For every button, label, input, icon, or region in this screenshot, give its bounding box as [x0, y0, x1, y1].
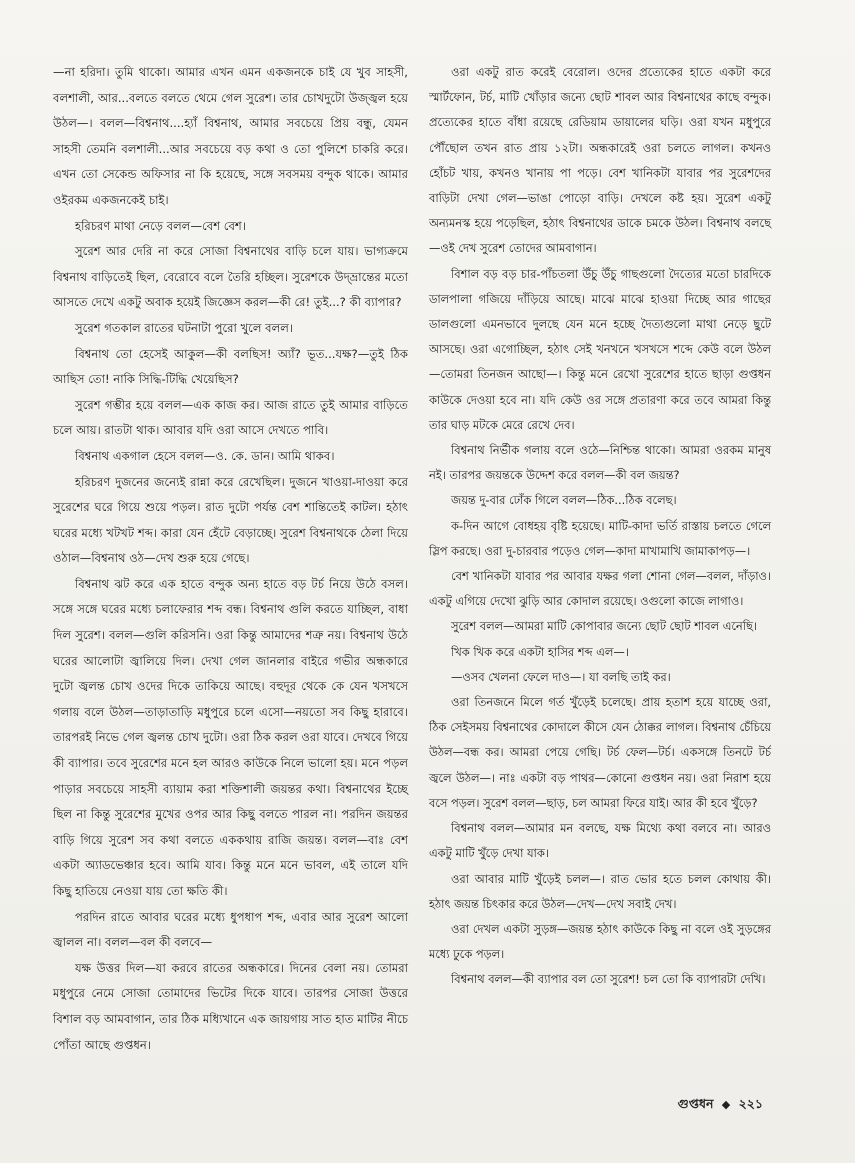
right-column	[429, 60, 771, 993]
paragraph: সুরেশ গম্ভীর হয়ে বলল—এক কাজ কর। আজ রাতে তুই আমার বাড়িতে চলে আয়। রাতটা থাক। আবার যদি ওরা আসে দেখতে পাবি।	[53, 397, 408, 438]
paragraph: —ওসব খেলনা ফেলে দাও—। যা বলছি তাই কর।	[451, 669, 671, 684]
paragraph: বেশ খানিকটা যাবার পর আবার যক্ষর গলা শোনা গেল—বলল, দাঁড়াও। একটু এগিয়ে দেখো ঝুড়ি আর কোদাল রয়েছে। ওগুলো কাজে লাগাও।	[429, 569, 771, 609]
running-title: গুপ্তধন	[677, 1096, 714, 1111]
paragraph: সুরেশ বলল—আমরা মাটি কোপাবার জন্যে ছোট ছোট শাবল এনেছি।	[451, 619, 757, 634]
paragraph: হরিচরণ দুজনের জন্যেই রান্না করে রেখেছিল। দুজনে খাওয়া-দাওয়া করে সুরেশের ঘরে গিয়ে শুয়ে পড়ল। রাত দুটো পর্যন্ত বেশ শান্তিতেই কাটল। হঠাৎ ঘরের মধ্যে খটখট শব্দ। কারা যেন হেঁটে বেড়াচ্ছে। সুরেশ বিশ্বনাথকে ঠেলা দিয়ে ওঠাল—বিশ্বনাথ ওঠ—দেখ শুরু হয়ে গেছে।	[53, 474, 408, 566]
diamond-icon: ◆	[721, 1098, 731, 1111]
paragraph: বিশ্বনাথ বলল—আমার মন বলছে, যক্ষ মিথ্যে কথা বলবে না। আরও একটু মাটি খুঁড়ে দেখা যাক।	[429, 821, 771, 861]
paragraph: ক-দিন আগে বোধহয় বৃষ্টি হয়েছে। মাটি-কাদা ভর্তি রাস্তায় চলতে গেলে স্লিপ করছে। ওরা দু-চারবার পড়েও গেল—কাদা মাখামাখি জামাকাপড়—।	[429, 518, 771, 558]
paragraph: পরদিন রাতে আবার ঘরের মধ্যে ধুপধাপ শব্দ, এবার আর সুরেশ আলো জ্বালল না। বলল—বল কী বলবে—	[53, 909, 408, 950]
paragraph: বিশ্বনাথ একগাল হেসে বলল—ও. কে. ডান। আমি থাকব।	[75, 448, 335, 463]
paragraph: বিশ্বনাথ তো হেসেই আকুল—কী বলছিস! অ্যাঁ? ভূত...যক্ষ?—তুই ঠিক আছিস তো! নাকি সিদ্ধি-টিদ্ধি খেয়েছিস?	[53, 346, 408, 387]
paragraph: ওরা তিনজনে মিলে গর্ত খুঁড়েই চলেছে। প্রায় হতাশ হয়ে যাচ্ছে ওরা, ঠিক সেইসময় বিশ্বনাথের কোদালে কীসে যেন ঠোক্কর লাগল। বিশ্বনাথ চেঁচিয়ে উঠল—বন্ধ কর। আমরা পেয়ে গেছি। টর্চ ফেল—টর্চ। একসঙ্গে তিনটে টর্চ জ্বলে উঠল—। নাঃ একটা বড় পাথর—কোনো গুপ্তধন নয়। ওরা নিরাশ হয়ে বসে পড়ল। সুরেশ বলল—ছাড়, চল আমরা ফিরে যাই। আর কী হবে খুঁড়ে?	[429, 695, 771, 810]
paragraph: বিশ্বনাথ বলল—কী ব্যাপার বল তো সুরেশ! চল তো কি ব্যাপারটা দেখি।	[451, 972, 766, 987]
page-footer	[678, 1096, 763, 1116]
paragraph: খিক খিক করে একটা হাসির শব্দ এল—।	[451, 644, 629, 659]
page-number: ২২১	[738, 1096, 763, 1111]
paragraph: জয়ন্ত দু-বার ঢোঁক গিলে বলল—ঠিক...ঠিক বলেছ।	[451, 493, 677, 508]
paragraph: সুরেশ গতকাল রাতের ঘটনাটা পুরো খুলে বলল।	[75, 320, 294, 335]
paragraph: বিশ্বনাথ নির্ভীক গলায় বলে ওঠে—নিশ্চিন্ত থাকো। আমরা ওরকম মানুষ নই। তারপর জয়ন্তকে উদ্দেশ করে বলল—কী বল জয়ন্ত?	[429, 443, 771, 483]
paragraph: বিশাল বড় বড় চার-পাঁচতলা উঁচু উঁচু গাছগুলো দৈত্যের মতো চারদিকে ডালপালা গজিয়ে দাঁড়িয়ে আছে। মাঝে মাঝে হাওয়া দিচ্ছে আর গাছের ডালগুলো এমনভাবে দুলছে যেন মনে হচ্ছে দৈত্যগুলো মাথা নেড়ে ছুটে আসছে। ওরা এগোচ্ছিল, হঠাৎ সেই খনখনে খসখসে শব্দে কেউ বলে উঠল—তোমরা তিনজন আছো—। কিন্তু মনে রেখো সুরেশের হাতে ছাড়া গুপ্তধন কাউকে দেওয়া হবে না। যদি কেউ ওর সঙ্গে প্রতারণা করে তবে আমরা কিন্তু তার ঘাড় মটকে মেরে রেখে দেব।	[429, 266, 771, 432]
paragraph: বিশ্বনাথ ঝট করে এক হাতে বন্দুক অন্য হাতে বড় টর্চ নিয়ে উঠে বসল। সঙ্গে সঙ্গে ঘরের মধ্যে চলাফেরার শব্দ বন্ধ। বিশ্বনাথ গুলি করতে যাচ্ছিল, বাধা দিল সুরেশ। বলল—গুলি করিসনি। ওরা কিন্তু আমাদের শত্রু নয়। বিশ্বনাথ উঠে ঘরের আলোটা জ্বালিয়ে দিল। দেখা গেল জানলার বাইরে গভীর অন্ধকারে দুটো জ্বলন্ত চোখ ওদের দিকে তাকিয়ে আছে। বহুদূর থেকে কে যেন খসখসে গলায় বলে উঠল—তাড়াতাড়ি মধুপুরে চলে এসো—নয়তো সব কিছু হারাবে। তারপরই নিভে গেল জ্বলন্ত চোখ দুটো। ওরা ঠিক করল ওরা যাবে। দেখবে গিয়ে কী ব্যাপার। তবে সুরেশের মনে হল আরও কাউকে নিলে ভালো হয়। মনে পড়ল পাড়ার সবচেয়ে সাহসী ব্যায়াম করা শক্তিশালী জয়ন্তর কথা। বিশ্বনাথের ইচ্ছে ছিল না কিন্তু সুরেশের মুখের ওপর আর কিছু বলতে পারল না। পরদিন জয়ন্তর বাড়ি গিয়ে সুরেশ সব কথা বলতে এককথায় রাজি জয়ন্ত। বলল—বাঃ বেশ একটা অ্যাডভেঞ্চার হবে। আমি যাব। কিন্তু মনে মনে ভাবল, এই তালে যদি কিছু হাতিয়ে নেওয়া যায় তো ক্ষতি কী।	[53, 576, 408, 898]
paragraph: যক্ষ উত্তর দিল—যা করবে রাতের অন্ধকারে। দিনের বেলা নয়। তোমরা মধুপুরে নেমে সোজা তোমাদের ভিটের দিকে যাবে। তারপর সোজা উত্তরে বিশাল বড় আমবাগান, তার ঠিক মধ্যিখানে এক জায়গায় সাত হাত মাটির নীচে পোঁতা আছে গুপ্তধন।	[53, 960, 408, 1052]
left-column	[53, 60, 408, 1058]
paragraph: —না হরিদা। তুমি থাকো। আমার এখন এমন একজনকে চাই যে খুব সাহসী, বলশালী, আর...বলতে বলতে থেমে গেল সুরেশ। তার চোখদুটো উজ্জ্বল হয়ে উঠল—। বলল—বিশ্বনাথ....হ্যাঁ বিশ্বনাথ, আমার সবচেয়ে প্রিয় বন্ধু, যেমন সাহসী তেমনি বলশালী...আর সবচেয়ে বড় কথা ও তো পুলিশে চাকরি করে। এখন তো সেকেন্ড অফিসার না কি হয়েছে, সঙ্গে সবসময় বন্দুক থাকে। আমার ওইরকম একজনকেই চাই।	[53, 65, 408, 207]
paragraph: ওরা একটু রাত করেই বেরোল। ওদের প্রত্যেকের হাতে একটা করে স্মার্টফোন, টর্চ, মাটি খোঁড়ার জন্যে ছোট শাবল আর বিশ্বনাথের কাছে বন্দুক। প্রত্যেকের হাতে বাঁধা রয়েছে রেডিয়াম ডায়ালের ঘড়ি। ওরা যখন মধুপুরে পৌঁছোল তখন রাত প্রায় ১২টা। অন্ধকারেই ওরা চলতে লাগল। কখনও হোঁচট খায়, কখনও খানায় পা পড়ে। বেশ খানিকটা যাবার পর সুরেশদের বাড়িটা দেখা গেল—ভাঙা পোড়ো বাড়ি। দেখলে কষ্ট হয়। সুরেশ একটু অন্যমনস্ক হয়ে পড়েছিল, হঠাৎ বিশ্বনাথের ডাকে চমকে উঠল। বিশ্বনাথ বলছে—ওই দেখ সুরেশ তোদের আমবাগান।	[429, 65, 771, 256]
paragraph: সুরেশ আর দেরি না করে সোজা বিশ্বনাথের বাড়ি চলে যায়। ভাগ্যক্রমে বিশ্বনাথ বাড়িতেই ছিল, বেরোবে বলে তৈরি হচ্ছিল। সুরেশকে উদ্‌ভ্রান্তের মতো আসতে দেখে একটু অবাক হয়েই জিজ্ঞেস করল—কী রে! তুই...? কী ব্যাপার?	[53, 244, 408, 310]
paragraph: হরিচরণ মাথা নেড়ে বলল—বেশ বেশ।	[75, 218, 246, 233]
paragraph: ওরা আবার মাটি খুঁড়েই চলল—। রাত ভোর হতে চলল কোথায় কী। হঠাৎ জয়ন্ত চিৎকার করে উঠল—দেখ—দেখ সবাই দেখ।	[429, 871, 771, 911]
paragraph: ওরা দেখল একটা সুড়ঙ্গ—জয়ন্ত হঠাৎ কাউকে কিছু না বলে ওই সুড়ঙ্গের মধ্যে ঢুকে পড়ল।	[429, 921, 771, 962]
